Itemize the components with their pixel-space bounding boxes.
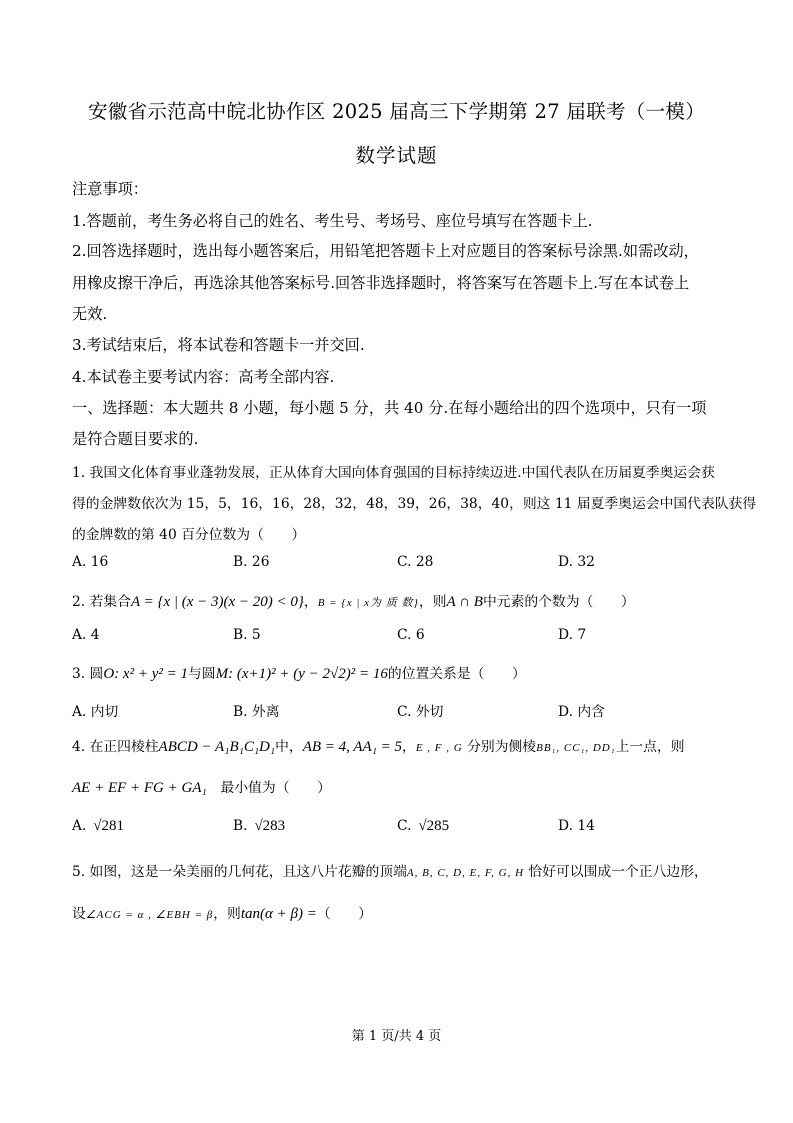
- q5-line-2-prefix: 设: [72, 906, 86, 922]
- q5-line-2-mid: ，则: [213, 906, 241, 922]
- q4-option-b: [233, 818, 285, 835]
- q1-option-b: B. 26: [233, 554, 270, 570]
- q4-stem-line-2: [72, 776, 331, 797]
- q4-points: E , F , G: [415, 742, 463, 754]
- notice-item-2-line-3: 无效.: [72, 305, 108, 323]
- q3-circle-o: O: x² + y² = 1: [103, 666, 188, 682]
- q4-option-c-label: C.: [397, 818, 412, 834]
- q2-stem: 2. 若集合A = {x | (x − 3)(x − 20) < 0}，B = {x | x为 质 数}，则A ∩ B中元素的个数为（ ）: [72, 594, 635, 610]
- q4-prefix: 4. 在正四棱柱: [72, 739, 159, 755]
- q3-prefix: 3. 圆: [72, 666, 104, 682]
- q3-stem: [72, 662, 526, 683]
- q3-with: 与圆: [188, 666, 216, 682]
- q3-option-d: D. 内含: [558, 704, 605, 720]
- q4-option-a-value: √281: [93, 818, 124, 834]
- q2-prefix: 2. 若集合: [72, 594, 131, 610]
- q5-stem-line-1: [72, 860, 708, 880]
- page-footer: 第 1 页/共 4 页: [351, 1029, 442, 1044]
- q1-stem-line-1: 1. 我国文化体育事业蓬勃发展，正从体育大国向体育强国的目标持续迈进.中国代表队在历届夏季奥运会获: [72, 465, 715, 481]
- q2-option-a: A. 4: [72, 627, 100, 643]
- q4-edges: BB₁, CC₁, DD₁: [536, 742, 616, 754]
- q4-suffix: 上一点，则: [615, 739, 685, 755]
- q5-stem-line-2: [72, 902, 372, 923]
- q4-condition: AB = 4, AA₁ = 5: [302, 739, 403, 755]
- q4-mid-2: 分别为侧棱: [467, 739, 537, 755]
- q4-option-b-label: B.: [233, 818, 248, 834]
- q2-set-b: B = {x | x为 质 数}: [317, 597, 419, 609]
- q4-option-c: [397, 818, 449, 835]
- q1-option-d: D. 32: [558, 554, 595, 570]
- q2-middle: ，则: [418, 594, 447, 610]
- q4-expression: AE + EF + FG + GA₁: [72, 780, 207, 796]
- q5-prefix: 5. 如图，这是一朵美丽的几何花，且这八片花瓣的顶端: [72, 864, 407, 880]
- exam-subtitle: 数学试题: [355, 144, 438, 167]
- notice-item-4: 4.本试卷主要考试内容：高考全部内容.: [72, 368, 335, 386]
- q1-stem-line-2: 得的金牌数依次为 15，5，16，16，28，32，48，39，26，38，40，则这 11 届夏季奥运会中国代表队获得: [72, 496, 757, 512]
- q1-option-a: A. 16: [72, 554, 109, 570]
- notice-item-1: 1.答题前，考生务必将自己的姓名、考生号、考场号、座位号填写在答题卡上.: [72, 212, 593, 230]
- q5-line-2-tail: （ ）: [316, 906, 373, 922]
- q2-option-b: B. 5: [233, 627, 261, 643]
- q2-option-c: C. 6: [397, 627, 425, 643]
- section-1-heading-line-1: 一、选择题：本大题共 8 小题，每小题 5 分，共 40 分.在每小题给出的四个选项中，只有一项: [72, 399, 707, 417]
- q4-prism: ABCD − A₁B₁C₁D₁: [158, 739, 276, 755]
- q5-suffix: 恰好可以围成一个正八边形，: [528, 864, 708, 880]
- notice-heading: 注意事项：: [72, 180, 148, 198]
- notice-item-2-line-1: 2.回答选择题时，选出每小题答案后，用铅笔把答题卡上对应题目的答案标号涂黑.如需改动，: [72, 242, 699, 260]
- notice-item-2-line-2: 用橡皮擦干净后，再选涂其他答案标号.回答非选择题时，将答案写在答题卡上.写在本试卷上: [72, 274, 690, 292]
- q4-mid-1: 中，: [275, 739, 303, 755]
- q1-option-c: C. 28: [397, 554, 434, 570]
- q2-set-a: A = {x | (x − 3)(x − 20) < 0}: [130, 594, 304, 610]
- q3-option-b: B. 外离: [233, 704, 280, 720]
- q3-option-c: C. 外切: [397, 704, 444, 720]
- q4-stem-line-1: 4. 在正四棱柱ABCD − A₁B₁C₁D₁中，AB = 4, AA₁ = 5，E , F , G 分别为侧棱BB₁, CC₁, DD₁上一点，则: [72, 739, 685, 755]
- q1-stem-line-3: 的金牌数的第 40 百分位数为（ ）: [72, 527, 306, 543]
- q2-expression: A ∩ B: [446, 594, 483, 610]
- q2-option-d: D. 7: [558, 627, 587, 643]
- q3-option-a: A. 内切: [72, 704, 119, 720]
- section-1-heading-line-2: 是符合题目要求的.: [72, 430, 199, 448]
- q4-option-d: D. 14: [558, 818, 595, 834]
- q4-option-a: [72, 818, 124, 835]
- q4-option-b-value: √283: [254, 818, 286, 834]
- q4-tail: 最小值为（ ）: [220, 780, 331, 796]
- q5-expression: tan(α + β) =: [240, 906, 317, 922]
- q2-suffix: 中元素的个数为（ ）: [482, 594, 635, 610]
- q3-suffix: 的位置关系是（ ）: [387, 666, 526, 682]
- q4-option-a-label: A.: [72, 818, 87, 834]
- notice-item-3: 3.考试结束后，将本试卷和答题卡一并交回.: [72, 336, 365, 354]
- q5-angles: ∠ACG = α , ∠EBH = β: [85, 909, 214, 921]
- q4-option-c-value: √285: [418, 818, 450, 834]
- q3-circle-m: M: (x+1)² + (y − 2√2)² = 16: [215, 666, 388, 682]
- q5-vertex-letters: A, B, C, D, E, F, G, H: [406, 867, 525, 879]
- exam-title: 安徽省示范高中皖北协作区 2025 届高三下学期第 27 届联考（一模）: [87, 100, 706, 123]
